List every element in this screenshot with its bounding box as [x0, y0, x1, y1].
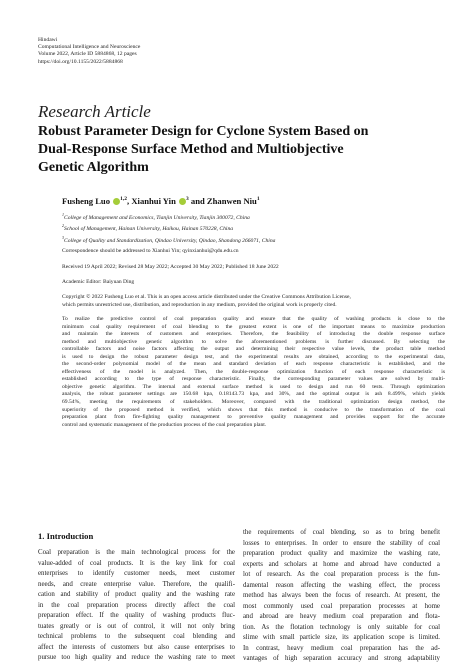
- abstract-line: the second-order polynomial model of the mean and standard deviation of each response characteristic is established, and the: [62, 361, 445, 368]
- body-line: preparation product quality and maximize the washing rate,: [243, 550, 440, 557]
- body-line: the requirements of coal blending, so as to bring benefit: [243, 529, 440, 536]
- affiliation-number: 2: [62, 223, 64, 229]
- article-type: Research Article: [38, 102, 151, 121]
- volume-info: Volume 2022, Article ID 5884868, 12 pages: [38, 51, 137, 58]
- body-line: experts and scholars at home and abroad have conducted a: [243, 560, 440, 568]
- body-line: and abroad are heavy medium coal preparation and flota-: [243, 613, 440, 620]
- body-line: In contrast, heavy medium coal preparation has the ad-: [243, 644, 440, 652]
- body-line: in the coal preparation process directly affect the coal: [38, 601, 235, 609]
- body-line: Coal preparation is the main technological process for the: [38, 549, 235, 556]
- abstract-line: and maintain the interests of customers and enterprises. Therefore, the feasibility of introducing the double response surface: [62, 331, 445, 338]
- author-separator: and: [188, 196, 205, 206]
- affiliations: [62, 211, 275, 245]
- affiliation-text: College of Management and Economics, Tianjin University, Tianjin 300072, China: [64, 214, 250, 221]
- abstract-line: established according to the type of response characteristic. Finally, the corresponding parameter values are solved by multi-: [62, 376, 445, 383]
- abstract-line: control and systematic management of the production process of the coal preparation plant.: [62, 421, 267, 428]
- license-line: which permits unrestricted use, distribution, and reproduction in any medium, provided the original work is properly cited.: [62, 301, 337, 308]
- author-affiliation-marker: 3: [186, 196, 189, 203]
- title-line: Genetic Algorithm: [38, 160, 149, 175]
- body-column-right: [243, 528, 440, 665]
- abstract-line: superiority of the proposed method is verified, which shows that this method is conducive to the transformation of the coal: [62, 406, 445, 413]
- affiliation-number: 1: [62, 212, 64, 217]
- body-line: technical problems to the subsequent coal blending and: [38, 633, 235, 640]
- abstract-line: analysis, the robust parameter settings are 150.68 kpa, 0.18143.73 kpa, and 30%, and the optimal output is ash 8.499%, which yields: [62, 391, 445, 398]
- author-separator: ,: [127, 196, 130, 206]
- body-line: affect the interests of customers but also cause enterprises to: [38, 643, 235, 651]
- body-line: tuates greatly or is out of control, it will not only bring: [38, 622, 235, 630]
- abstract-line: is used to design the robust parameter design test, and the experimental results are obtained, according to the experimental data,: [62, 353, 445, 360]
- orcid-icon[interactable]: [179, 198, 186, 205]
- publication-dates: Received 19 April 2022; Revised 28 May 2022; Accepted 30 May 2022; Published 18 June 2022: [62, 264, 279, 270]
- orcid-icon[interactable]: [113, 198, 120, 205]
- affiliation-item: [62, 234, 275, 245]
- author-name[interactable]: Xianhui Yin: [131, 196, 176, 206]
- body-line: method has always been the focus of research. At present, the: [243, 592, 440, 599]
- body-line: lot of research. As the coal preparation process is the fun-: [243, 571, 440, 578]
- affiliation-item: [62, 222, 275, 233]
- section-heading: 1. Introduction: [38, 531, 94, 541]
- abstract-line: objective genetic algorithm. The internal and external surface method is used to design and run 60 tests. Through optimization: [62, 383, 445, 390]
- abstract-line: To realize the predictive control of coal preparation quality and ensure that the quality of washing products is close to the: [62, 316, 445, 322]
- doi-link[interactable]: https://doi.org/10.1155/2022/5884868: [38, 58, 123, 65]
- journal-masthead: [38, 37, 438, 66]
- body-line: pursue too high quality and reduce the washing rate to meet: [38, 654, 235, 661]
- body-column-left: [38, 548, 235, 664]
- body-line: most commonly used coal preparation processes at home: [243, 602, 440, 610]
- journal-name: Computational Intelligence and Neuroscience: [38, 44, 141, 51]
- body-line: enterprises to identify customer needs, meet customer: [38, 570, 235, 577]
- abstract-line: 69.54%, meeting the requirements of stakeholders. Moreover, compared with the traditional optimization design method, the: [62, 399, 445, 406]
- abstract-line: controllable factors and noise factors affecting the output and determining their respective value levels, the product table method: [62, 346, 445, 353]
- affiliation-text: School of Management, Hainan University, Haikou, Hainan 570228, China: [64, 226, 234, 233]
- academic-editor: Academic Editor: Baiyuan Ding: [62, 279, 135, 285]
- author-list: [62, 196, 260, 206]
- body-line: preparation effect. If the quality of washing products fluc-: [38, 612, 235, 619]
- article-title: [38, 123, 438, 177]
- body-line: slime with small particle size, its application scope is limited.: [243, 634, 440, 641]
- affiliation-number: 3: [62, 234, 64, 240]
- body-line: losses to enterprises. In order to ensure the stability of coal: [243, 539, 440, 547]
- title-line: Robust Parameter Design for Cyclone System Based on: [38, 124, 369, 139]
- abstract: [62, 316, 445, 429]
- copyright-license: [62, 294, 351, 309]
- body-line: value-added of coal products. It is the key link for coal: [38, 559, 235, 567]
- correspondence-note: Correspondence should be addressed to Xianhui Yin; qyinxianhui@qdu.edu.cn: [62, 248, 239, 254]
- author-name[interactable]: Zhanwen Niu: [206, 196, 257, 206]
- author-affiliation-marker: 1,2: [120, 196, 128, 203]
- affiliation-text: College of Quality and Standardization, Qindao University, Qindao, Shandong 266071, China: [64, 237, 276, 244]
- abstract-line: effectiveness of the model is analyzed. Then, the double-response optimization function of each response characteristic is: [62, 368, 445, 375]
- body-line: damental reason affecting the washing effect, the process: [243, 581, 440, 589]
- abstract-line: minimum coal quality requirement of coal blending to the greatest extent is one of the important means to maximize production: [62, 323, 445, 330]
- abstract-line: preparation plant from fire-fighting quality management to preventive quality management and provides support for the accurate: [62, 414, 445, 421]
- affiliation-item: [62, 211, 275, 222]
- license-line: Copyright © 2022 Fusheng Luo et al. This is an open access article distributed under the Creative Commons Attribution License,: [62, 294, 351, 300]
- body-line: vantages of high separation accuracy and strong adaptability: [243, 655, 440, 662]
- author-name[interactable]: Fusheng Luo: [62, 196, 110, 206]
- body-line: tion. As the flotation technology is only suitable for coal: [243, 623, 440, 631]
- title-line: Dual-Response Surface Method and Multiobjective: [38, 142, 344, 157]
- body-line: needs, and create enterprise value. Therefore, the qualifi-: [38, 580, 235, 588]
- author-affiliation-marker: 1: [256, 196, 260, 203]
- body-line: cation and stability of product quality and the washing rate: [38, 591, 235, 598]
- abstract-line: method and multiobjective genetic algorithm to solve the aforementioned problems is further discussed. By selecting the: [62, 338, 445, 345]
- publisher-name: Hindawi: [38, 37, 58, 43]
